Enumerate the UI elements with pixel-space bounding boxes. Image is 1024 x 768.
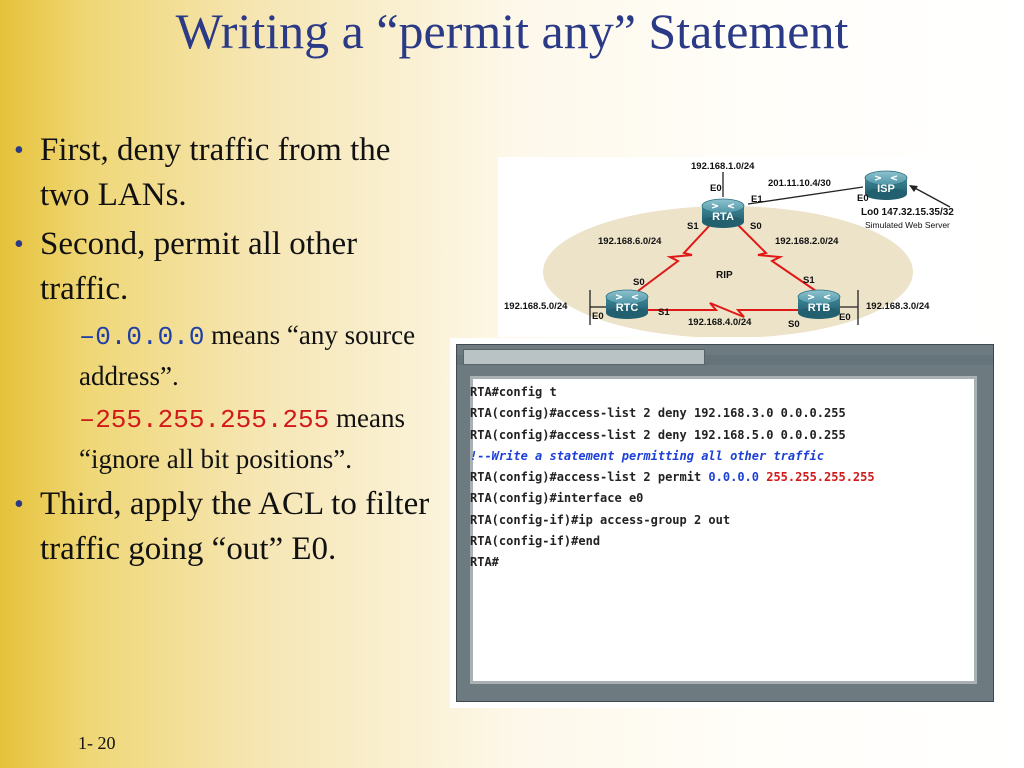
router-label-isp: ISP — [877, 183, 895, 195]
bullet-text: First, deny traffic from the two LANs. — [40, 132, 391, 213]
sub-bullet-dash: – — [79, 406, 96, 436]
terminal-command-text: RTA(config)#access-list 2 permit — [470, 470, 709, 485]
net-label: 192.168.1.0/24 — [691, 161, 755, 172]
terminal-line: RTA# — [470, 555, 499, 570]
page-number: 1- 20 — [78, 733, 116, 753]
terminal-title-tab — [463, 349, 705, 365]
slide-title: Writing a “permit any” Statement — [175, 3, 849, 59]
isp-server-label: Simulated Web Server — [865, 220, 950, 230]
net-label: 192.168.2.0/24 — [775, 236, 839, 247]
if-label: E1 — [751, 194, 763, 205]
terminal-line — [470, 467, 875, 488]
if-label: E0 — [839, 312, 851, 323]
if-label: E0 — [710, 183, 722, 194]
sub-bullet-dash: – — [79, 323, 96, 353]
protocol-label: RIP — [716, 270, 733, 281]
if-label: S1 — [687, 221, 699, 232]
if-label: S0 — [750, 221, 762, 232]
terminal-wildcard-mask: 255.255.255.255 — [766, 470, 875, 485]
isp-loopback-label: Lo0 147.32.15.35/32 — [861, 207, 954, 218]
bullet-dot-icon: • — [14, 135, 24, 166]
router-label-rtb: RTB — [807, 302, 831, 314]
sub-bullet-text: means “ignore all bit positions”. — [79, 403, 405, 474]
if-label: E0 — [592, 311, 604, 322]
net-label: 192.168.4.0/24 — [688, 317, 752, 328]
code-ignore-all-mask: 255.255.255.255 — [95, 405, 330, 435]
bullet-dot-icon: • — [14, 229, 24, 260]
bullet-list — [14, 128, 434, 576]
router-icon — [702, 199, 744, 228]
sub-bullet-text: means “any source address”. — [79, 320, 416, 391]
bullet-text: Second, permit all other traffic. — [40, 226, 358, 307]
if-label: S1 — [803, 275, 815, 286]
bullet-item — [14, 128, 434, 218]
net-label: 192.168.5.0/24 — [504, 301, 568, 312]
net-label: 192.168.6.0/24 — [598, 236, 662, 247]
router-icon — [865, 171, 907, 200]
terminal-screenshot — [450, 338, 998, 708]
terminal-line: RTA(config-if)#end — [470, 534, 601, 549]
terminal-output — [470, 382, 875, 574]
code-any-address: 0.0.0.0 — [95, 322, 205, 352]
if-label: S0 — [633, 277, 645, 288]
terminal-line: RTA(config)#access-list 2 deny 192.168.3.0 0.0.0.255 — [470, 406, 846, 421]
terminal-comment-line: !--Write a statement permitting all other traffic — [470, 448, 825, 463]
router-label-rta: RTA — [712, 211, 734, 223]
bullet-dot-icon: • — [14, 489, 24, 520]
server-arrow-icon — [913, 187, 950, 207]
terminal-line: RTA(config)#interface e0 — [470, 491, 644, 506]
router-icon — [606, 290, 648, 319]
router-label-rtc: RTC — [615, 302, 639, 314]
terminal-line: RTA(config-if)#ip access-group 2 out — [470, 512, 731, 527]
if-label: S1 — [658, 307, 670, 318]
if-label: E0 — [857, 193, 869, 204]
if-label: S0 — [788, 319, 800, 330]
network-diagram — [498, 157, 975, 337]
bullet-text: Third, apply the ACL to filter traffic going “out” E0. — [40, 486, 430, 567]
terminal-line: RTA#config t — [470, 385, 557, 399]
net-label: 201.11.10.4/30 — [768, 178, 831, 189]
bullet-item — [14, 222, 434, 312]
terminal-any-address: 0.0.0.0 — [708, 470, 759, 485]
sub-bullet-item — [14, 316, 434, 395]
router-icon — [798, 290, 840, 319]
sub-bullet-item — [14, 399, 434, 478]
terminal-line: RTA(config)#access-list 2 deny 192.168.5.0 0.0.0.255 — [470, 427, 846, 442]
rta-isp-link — [748, 187, 863, 204]
net-label: 192.168.3.0/24 — [866, 301, 930, 312]
bullet-item — [14, 482, 434, 572]
